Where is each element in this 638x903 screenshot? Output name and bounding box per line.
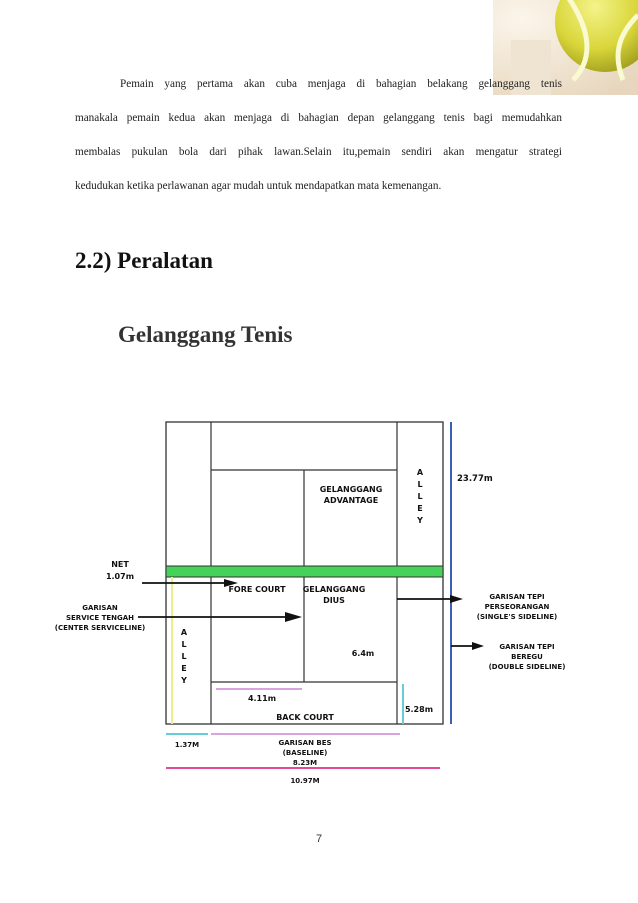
net-band [166,566,443,577]
section-subheading: Gelanggang Tenis [118,322,293,347]
deuce-court-label: GELANGGANG [302,585,366,594]
section-heading: 2.2) Peralatan [75,248,213,273]
net-label: NET [111,560,129,569]
alley-label: E [417,504,423,513]
dimension-label: 5.28m [404,705,434,714]
advantage-court-label: GELANGGANG [319,485,383,494]
paragraph-line: membalas pukulan bola dari pihak lawan.Selain itu,pemain sendiri akan mengatur strategi [75,146,562,158]
double-sideline-label: (DOUBLE SIDELINE) [488,663,566,671]
net-height-label: 1.07m [105,572,135,581]
alley-label: E [181,664,187,673]
single-sideline-label: GARISAN TEPI [489,593,545,601]
length-label: 23.77m [457,474,493,484]
single-sideline-label: PERSEORANGAN [484,603,550,611]
paragraph-line: manakala pemain kedua akan menjaga di bahagian depan gelanggang tenis bagi memudahkan [75,112,562,124]
deuce-court-label: DIUS [323,596,345,605]
tennis-court-diagram [0,400,638,800]
center-service-line-label: (CENTER SERVICELINE) [54,624,146,632]
advantage-court-label: ADVANTAGE [323,496,379,505]
dimension-label: 6.4m [351,649,375,658]
total-width-label: 10.97M [290,777,320,785]
back-court-label: BACK COURT [276,713,334,722]
fore-court-label: FORE COURT [228,585,286,594]
center-service-line-label: GARISAN [82,604,118,612]
body-paragraph [75,74,562,210]
baseline-label: (BASELINE) [282,749,328,757]
alley-label: L [181,640,187,649]
paragraph-line: kedudukan ketika perlawanan agar mudah untuk mendapatkan mata kemenangan. [75,180,442,192]
alley-label: A [180,628,188,637]
single-sideline-label: (SINGLE'S SIDELINE) [476,613,558,621]
dimension-label: 1.37M [174,741,200,749]
alley-label: A [416,468,424,477]
alley-label: L [417,492,423,501]
paragraph-line: Pemain yang pertama akan cuba menjaga di bahagian belakang gelanggang tenis [120,78,562,90]
center-service-line-label: SERVICE TENGAH [65,614,135,622]
double-sideline-label: BEREGU [511,653,543,661]
baseline-label: GARISAN BES [278,739,332,747]
double-sideline-label: GARISAN TEPI [499,643,555,651]
page-number: 7 [315,833,323,845]
baseline-width-label: 8.23M [292,759,318,767]
alley-label: Y [181,676,187,685]
dimension-label: 4.11m [247,694,277,703]
alley-label: L [181,652,187,661]
alley-label: Y [417,516,423,525]
alley-label: L [417,480,423,489]
